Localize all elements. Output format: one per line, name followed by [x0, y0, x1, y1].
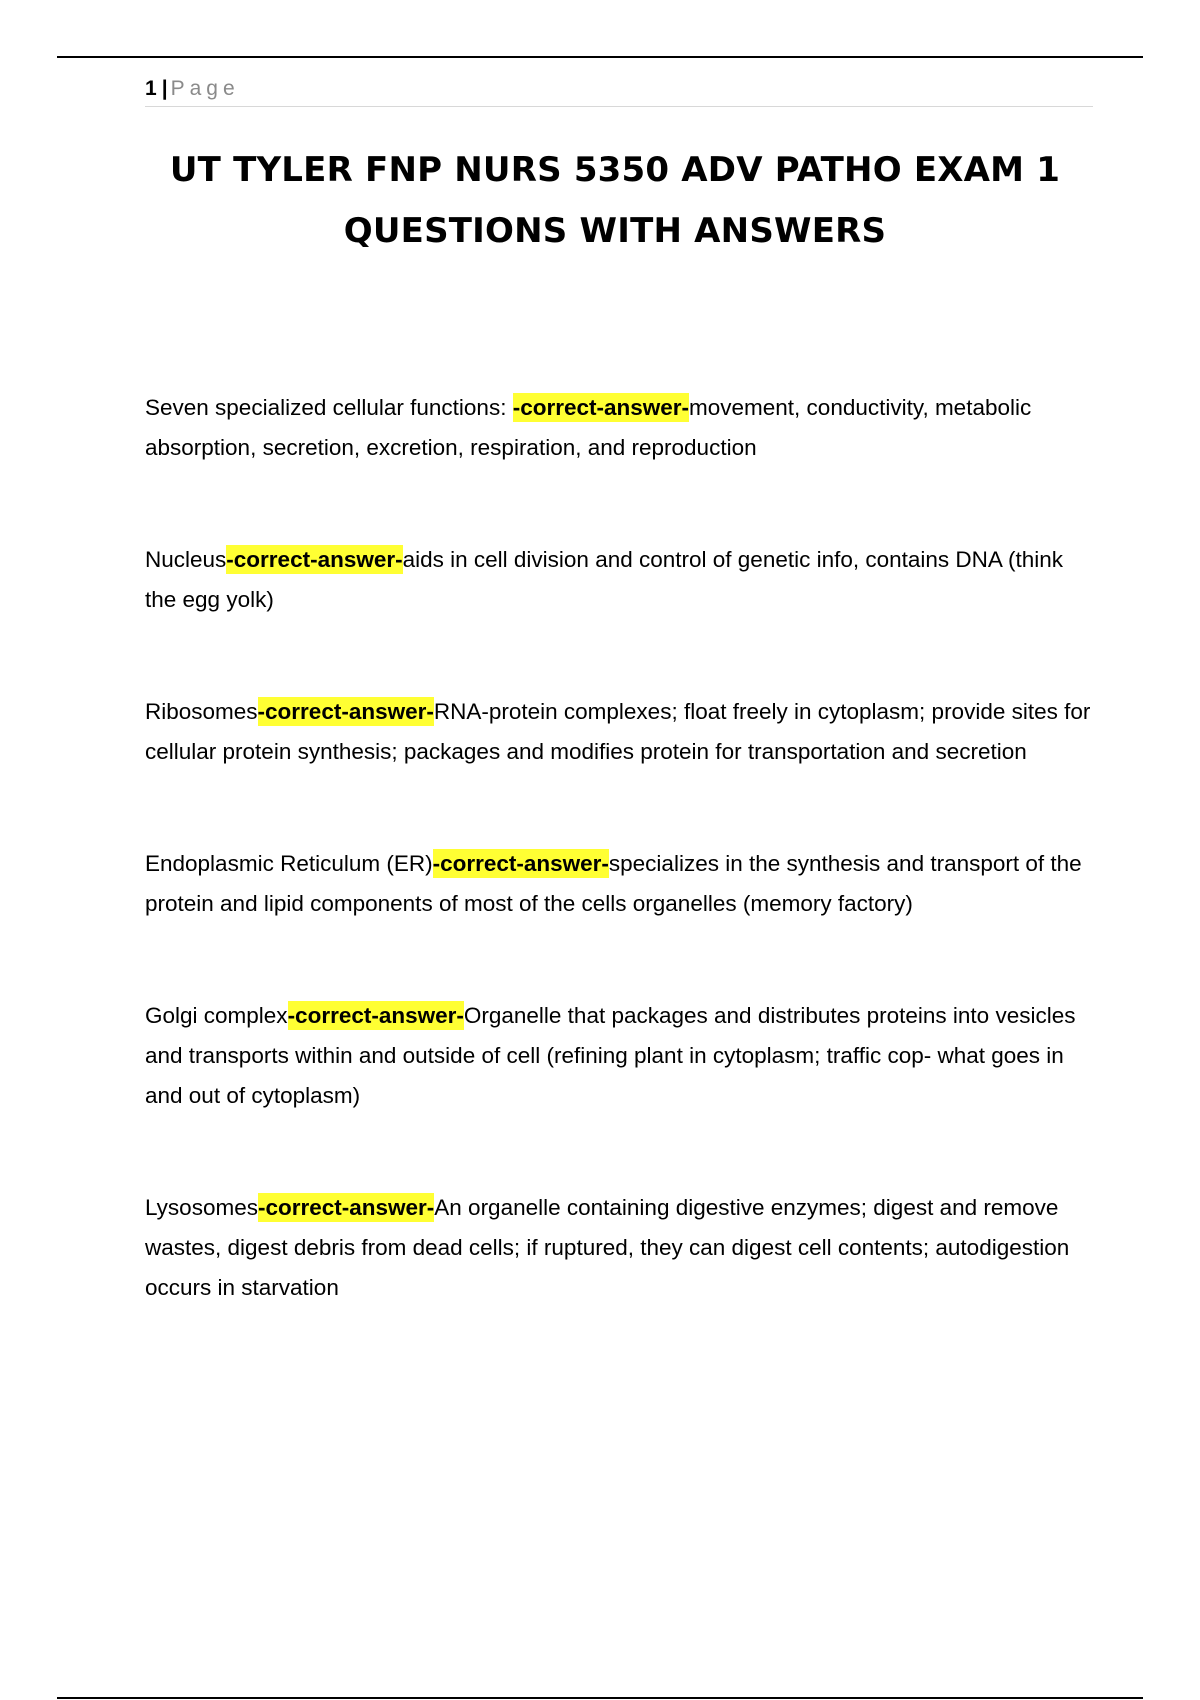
qa-term: Seven specialized cellular functions: [145, 395, 513, 420]
answer-marker-highlight: -correct-answer- [432, 851, 609, 876]
qa-item-golgi-complex [145, 996, 1095, 1116]
qa-term: Lysosomes [145, 1195, 258, 1220]
qa-list [145, 388, 1095, 1308]
title-line-1: UT TYLER FNP NURS 5350 ADV PATHO EXAM 1 [169, 150, 1061, 190]
answer-marker-highlight: -correct-answer- [257, 699, 434, 724]
answer-marker-highlight: -correct-answer- [512, 395, 690, 420]
top-page-rule [57, 56, 1143, 58]
qa-answer: Organelle that packages and distributes proteins into vesicles and transports within and outside of cell (refining plant in cytoplasm; traffic cop- what goes in and out of cytoplasm) [145, 1003, 1076, 1108]
bottom-page-rule [57, 1697, 1143, 1699]
page-header [145, 76, 1093, 107]
qa-item-lysosomes [145, 1188, 1095, 1308]
qa-item-ribosomes [145, 692, 1095, 772]
qa-answer: An organelle containing digestive enzymes; digest and remove wastes, digest debris from dead cells; if ruptured, they can digest cell contents; autodigestion occurs in starvation [145, 1195, 1070, 1300]
qa-answer: specializes in the synthesis and transport of the protein and lipid components of most of the cells organelles (memory factory) [145, 851, 1082, 916]
page-label: Page [170, 77, 240, 100]
qa-term: Nucleus [145, 547, 227, 572]
answer-marker-highlight: -correct-answer- [287, 1003, 464, 1028]
qa-answer: RNA-protein complexes; float freely in cytoplasm; provide sites for cellular protein synthesis; packages and modifies protein for transportation and secretion [145, 699, 1091, 764]
page-separator: | [161, 77, 168, 100]
qa-term: Ribosomes [145, 699, 258, 724]
qa-item-endoplasmic-reticulum [145, 844, 1095, 924]
page-number: 1 [145, 77, 157, 100]
qa-term: Endoplasmic Reticulum (ER) [145, 851, 433, 876]
answer-marker-highlight: -correct-answer- [257, 1195, 435, 1220]
qa-item-nucleus [145, 540, 1095, 620]
qa-term: Golgi complex [145, 1003, 288, 1028]
title-line-2: QUESTIONS WITH ANSWERS [343, 211, 887, 251]
qa-item-cellular-functions [145, 388, 1095, 468]
qa-answer: aids in cell division and control of genetic info, contains DNA (think the egg yolk) [145, 547, 1063, 612]
document-title [120, 140, 1110, 262]
answer-marker-highlight: -correct-answer- [226, 547, 403, 572]
qa-answer: movement, conductivity, metabolic absorption, secretion, excretion, respiration, and reproduction [145, 395, 1032, 460]
